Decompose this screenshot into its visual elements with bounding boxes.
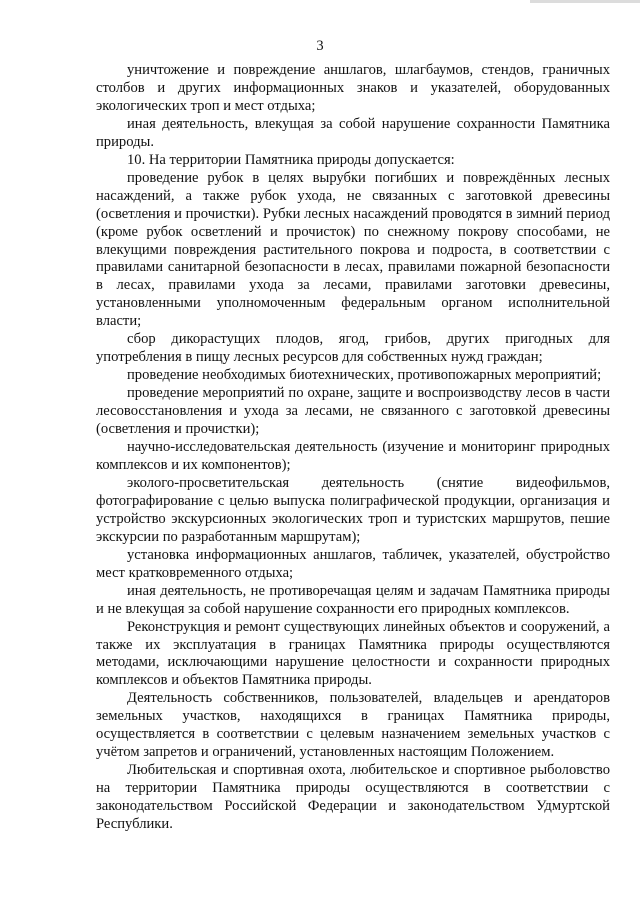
paragraph: проведение мероприятий по охране, защите и воспроизводству лесов в части лесовосстановления и ухода за лесами, не связанного с заготовкой древесины (осветления и прочистки); [96,385,610,438]
page-number: 3 [316,38,324,54]
paragraph: Реконструкция и ремонт существующих линейных объектов и сооружений, а также их эксплуатация в границах Памятника природы осуществляются методами, исключающими нарушение целостности и сохранности природных комплексов и объектов Памятника природы. [96,618,610,689]
paragraph: иная деятельность, влекущая за собой нарушение сохранности Памятника природы. [96,115,610,150]
paragraph: сбор дикорастущих плодов, ягод, грибов, других пригодных для употребления в пищу лесных ресурсов для собственных нужд граждан; [96,331,610,366]
paragraph: Деятельность собственников, пользователей, владельцев и арендаторов земельных участков, находящихся в границах Памятника природы, осуществляется в соответствии с целевым назначением земельных участков с учётом запретов и ограничений, установленных настоящим Положением. [96,690,610,761]
paragraph: уничтожение и повреждение аншлагов, шлагбаумов, стендов, граничных столбов и других информационных знаков и указателей, оборудованных экологических троп и мест отдыха; [96,62,610,114]
document-body [96,62,610,834]
paragraph: проведение рубок в целях вырубки погибших и повреждённых лесных насаждений, а также рубок ухода, не связанных с заготовкой древесины (осветления и прочистки). Рубки лесных насаждений проводятся в зимний период (кроме рубок осветлений и прочисток) по снежному покрову способами, не влекущими повреждения растительного покрова и подроста, в соответствии с правилами санитарной безопасности в лесах, правилами пожарной безопасности в лесах, правилами ухода за лесами, правилами заготовки древесины, установленными уполномоченным федеральным органом исполнительной власти; [96,169,610,330]
paragraph: Любительская и спортивная охота, любительское и спортивное рыболовство на территории Памятника природы осуществляются в соответствии с законодательством Российской Федерации и законодательством Удмуртской Республики. [96,762,610,833]
paragraph: эколого-просветительская деятельность (снятие видеофильмов, фотографирование с целью выпуска полиграфической продукции, организация и устройство экскурсионных экологических троп и туристских маршрутов, пешие экскурсии по разработанным маршрутам); [96,474,610,545]
paragraph: проведение необходимых биотехнических, противопожарных мероприятий; [127,367,602,384]
paragraph: иная деятельность, не противоречащая целям и задачам Памятника природы и не влекущая за собой нарушение сохранности его природных комплексов. [96,582,610,617]
paragraph: научно-исследовательская деятельность (изучение и мониторинг природных комплексов и их компонентов); [96,439,610,473]
scan-corner-mark [530,0,640,3]
paragraph: установка информационных аншлагов, табличек, указателей, обустройство мест кратковременного отдыха; [96,546,610,581]
section-heading-item-10: 10. На территории Памятника природы допускается: [127,151,455,168]
